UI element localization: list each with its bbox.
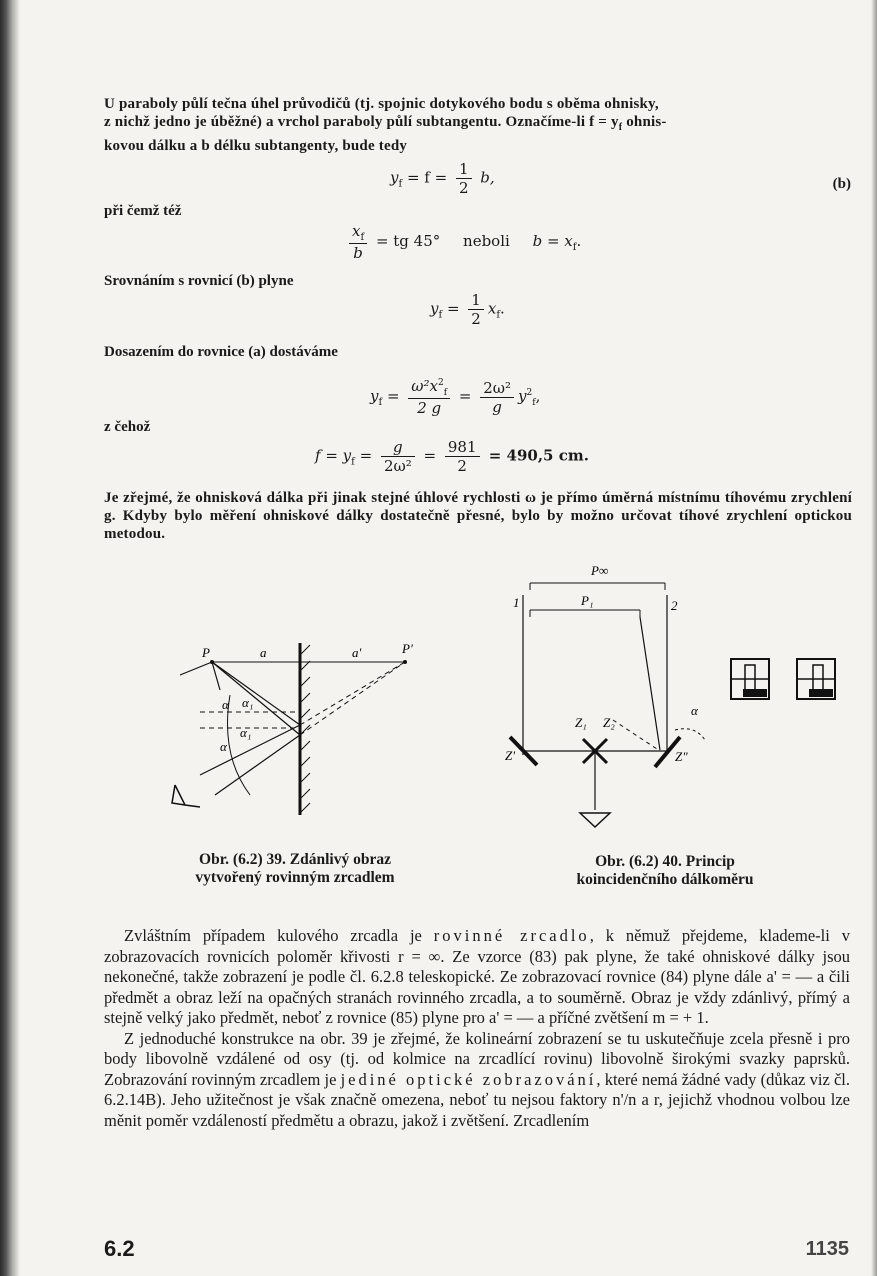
- incident-ray-1: [212, 662, 300, 725]
- label-a: a: [260, 645, 267, 660]
- ray-left: [180, 662, 212, 675]
- paragraph-kolinearni-zobrazeni: Z jednoduché konstrukce na obr. 39 je zřejmé, že kolineární zobrazení se tu uskutečňuje zcela přesně i pro body libovolně vzdálené od osy (tj. od kolmice na zrcadlící rovinu) libovolně širokými svazky paprsků. Zobrazování rovinným zrcadlem je jediné optické zobrazování, které nemá žádné vady (důkaz viz čl. 6.2.14B). Jeho užitečnost je však značně omezena, neboť tu nejsou faktory n'/n a r, jejichž vhodnou volbou lze měnit poměr vzdáleností předmětu a obrazu, jakož i zvětšení. Zrcadlením: [104, 1028, 851, 1130]
- label-alpha: α: [691, 703, 698, 718]
- label-p-prime: P': [402, 641, 413, 656]
- ray-p1: [640, 617, 660, 750]
- intro-line-3: kovou dálku a b délku subtangenty, bude tedy: [104, 138, 408, 154]
- intro-paragraph: [104, 95, 852, 155]
- body-text: [104, 926, 850, 1131]
- text-zcehoz: z čehož: [104, 419, 151, 435]
- label-1: 1: [513, 595, 520, 610]
- angle-arc: [228, 695, 254, 795]
- page-number: 1135: [805, 1238, 849, 1260]
- virtual-ray-2: [300, 662, 405, 735]
- fraction: $\frac{981}{2}$: [445, 438, 480, 475]
- dashed-ray: [613, 720, 660, 751]
- equation-yf: $y_f$ = $\frac{1}{2}$ $x_f$.: [430, 291, 505, 328]
- label-p-infinity: P∞: [591, 563, 609, 578]
- eye-icon: [580, 813, 610, 827]
- figure-40-diagram: [495, 555, 845, 845]
- text-dosazenim: Dosazením do rovnice (a) dostáváme: [104, 344, 338, 360]
- label-alpha-1: α: [222, 697, 229, 712]
- label-z-double-prime: Z": [675, 749, 688, 764]
- virtual-ray-1: [300, 662, 405, 725]
- fraction: $\frac{1}{2}$: [456, 160, 472, 197]
- equation-b: $y_f = f$ = $\frac{1}{2}$ b,: [390, 160, 495, 197]
- text-pricemz: při čemž též: [104, 203, 182, 219]
- text-srovnanim: Srovnáním s rovnicí (b) plyne: [104, 273, 294, 289]
- label-z1: Z₁: [575, 715, 587, 730]
- fraction: $\frac{x_f}{b}$: [349, 222, 367, 262]
- equation-a: $y_f$ = $\frac{\omega^2x^2_f}{2 g}$ = $\frac{\text{2ω²}}{g}$ $y^2_f$,: [370, 377, 541, 417]
- fraction: $\frac{g}{\text{2ω²}}$: [381, 438, 415, 475]
- caption-figure-40: Obr. (6.2) 40. Princip koincidenčního dálkoměru: [576, 853, 754, 888]
- fraction: $\frac{1}{2}$: [468, 291, 484, 328]
- equation-tg: $\frac{x_f}{b}$ = tg 45° neboli $b = x_f$.: [345, 222, 581, 262]
- label-alpha1-2: α₁: [240, 725, 252, 740]
- page-binding-shadow: [0, 0, 20, 1276]
- paragraph-ohniskova-dalka: Je zřejmé, že ohnisková dálka při jinak stejné úhlové rychlosti ω je přímo úměrná místnímu tíhovému zrychlení g. Kdyby bylo měření ohniskové dálky dostatečně přesné, bylo by možno určovat tíhové zrychlení optickou metodou.: [104, 490, 852, 542]
- page-edge-shadow: [871, 0, 877, 1276]
- reflected-ray-2: [215, 735, 300, 795]
- caption-figure-39: Obr. (6.2) 39. Zdánlivý obraz vytvořený rovinným zrcadlem: [195, 851, 395, 886]
- rangefinder-view-1: [731, 659, 769, 699]
- label-z-prime: Z': [505, 748, 516, 763]
- intro-line-1: U paraboly půlí tečna úhel průvodičů (tj. spojnic dotykového bodu s oběma ohnisky,: [104, 96, 659, 112]
- label-z2: Z₂: [603, 715, 615, 730]
- intro-line-2: z nichž jedno je úběžné) a vrchol paraboly půlí subtangentu. Označíme-li $f = y_f$ ohnis-: [104, 114, 667, 133]
- fraction: $\frac{\omega^2x^2_f}{2 g}$: [408, 377, 450, 417]
- point-p: [210, 660, 214, 664]
- section-number: 6.2: [104, 1236, 135, 1261]
- figure-39-diagram: [160, 635, 460, 825]
- point-p-prime: [403, 660, 407, 664]
- equation-f: $f = y_f$ = $\frac{g}{\text{2ω²}}$ = $\frac{981}{2}$ = 490,5 cm.: [315, 438, 589, 475]
- rangefinder-view-2: [797, 659, 835, 699]
- label-alpha-2: α: [220, 739, 227, 754]
- label-2: 2: [671, 598, 678, 613]
- label-p1: P₁: [581, 593, 594, 608]
- equation-number-b: (b): [832, 176, 851, 192]
- fraction: $\frac{\text{2ω²}}{g}$: [480, 379, 514, 416]
- eye-icon: [172, 785, 200, 807]
- paragraph-rovinne-zrcadlo: Zvláštním případem kulového zrcadla je rovinné zrcadlo, k němuž přejdeme, klademe-li v zobrazovacích rovnicích poloměr křivosti r = ∞. Ze vzorce (83) pak plyne, že také ohniskové dálky jsou nekonečné, takže zobrazení je podle čl. 6.2.8 teleskopické. Ze zobrazovací rovnice (84) plyne dále a' = — a čili předmět a obraz leží na opačných stranách rovinného zrcadla, a to souměrně. Obraz je vždy zdánlivý, přímý a stejně velký jako předmět, neboť z rovnice (85) plyne pro a' = — a příčné zvětšení m = + 1.: [104, 926, 850, 1027]
- label-alpha1-1: α₁: [242, 695, 254, 710]
- label-a-prime: a': [352, 645, 362, 660]
- label-p: P: [202, 645, 210, 660]
